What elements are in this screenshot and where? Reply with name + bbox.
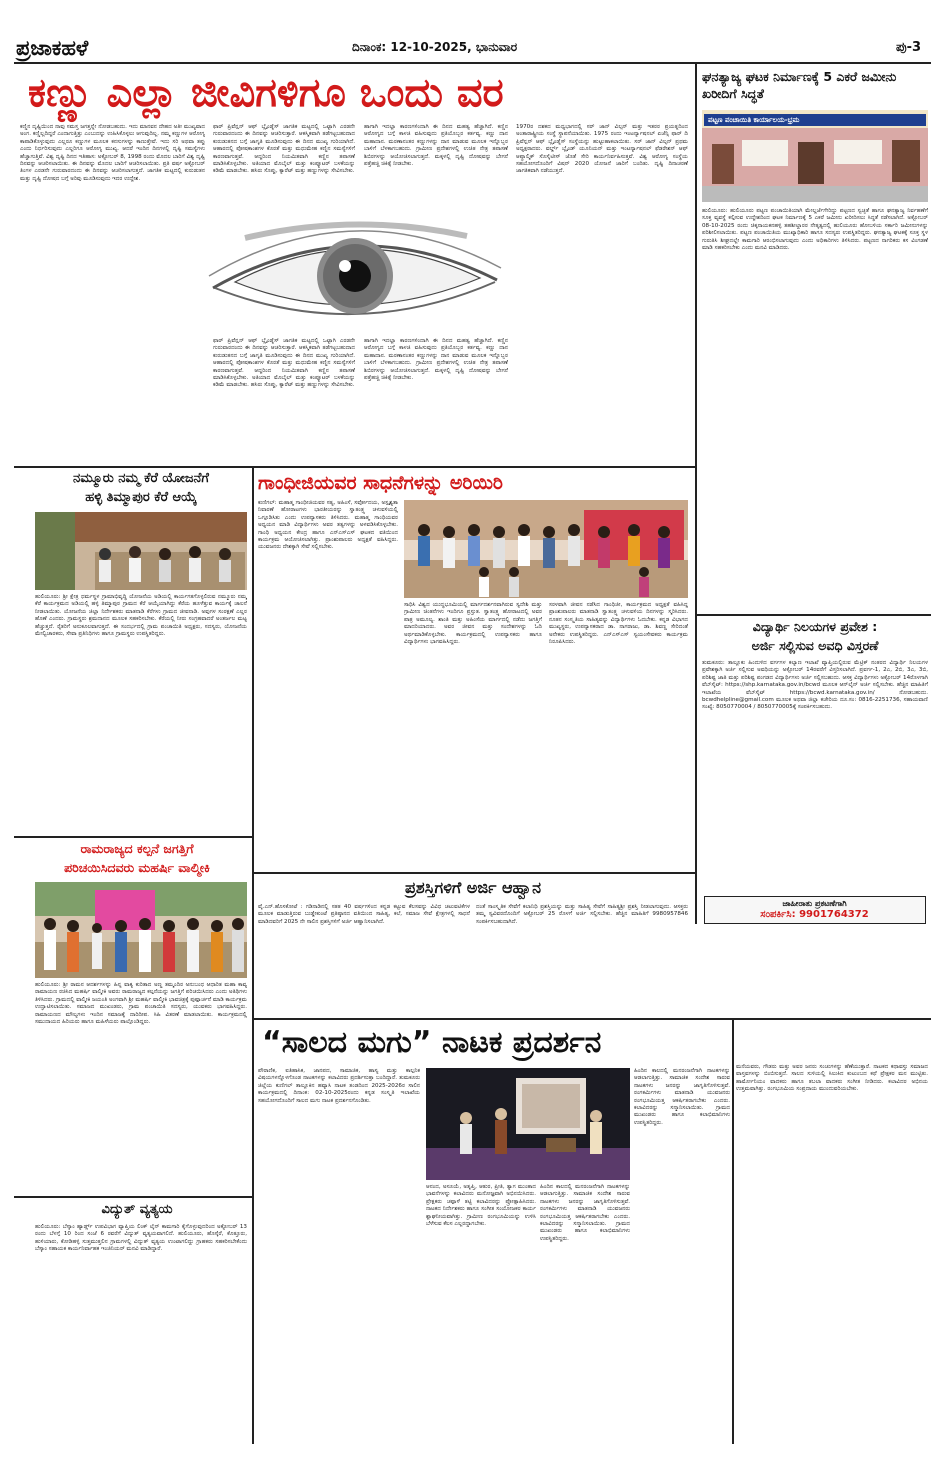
kere-event-photo [35, 512, 247, 590]
award-headline: ಪ್ರಶಸ್ತಿಗಳಿಗೆ ಅರ್ಜಿ ಆಹ್ವಾನ [404, 878, 542, 897]
lead-bottom-rule [14, 466, 695, 468]
drama-top-rule [252, 1018, 931, 1020]
drama-stage-photo [426, 1068, 630, 1180]
kere-body: ಹುಲಿಯೂರು: ಶ್ರೀ ಕ್ಷೇತ್ರ ಧರ್ಮಸ್ಥಳ ಗ್ರಾಮಾಭಿವೃದ್ಧಿ ಯೋಜನೆಯ ಅಡಿಯಲ್ಲಿ ಕಾರ್ಯಗತಗೊಳ್ಳಲಿರುವ ನಮ್ಮೂರು ನಮ್ಮ ಕೆರೆ ಕಾರ್ಯಕ್ರಮದ ಅಡಿಯಲ್ಲಿ ಹಳ್ಳಿ ತಿಮ್ಮಾಪುರ ಗ್ರಾಮದ ಕೆರೆ ಆಯ್ಕೆಯಾಗಿದ್ದು ಕೆರೆಯ ಹೂಳೆತ್ತುವ ಕಾರ್ಯಕ್ಕೆ ಚಾಲನೆ ನೀಡಲಾಯಿತು. ಯೋಜನೆಯ ಜಿಲ್ಲಾ ನಿರ್ದೇಶಕರು ಮಾತನಾಡಿ ಕೆರೆಗಳು ಗ್ರಾಮದ ಜೀವನಾಡಿ. ಅವುಗಳ ಸಂರಕ್ಷಣೆ ಎಲ್ಲರ ಹೊಣೆ ಎಂದರು. ಗ್ರಾಮಸ್ಥರು ಶ್ರಮದಾನದ ಮೂಲಕ ಸಹಕರಿಸಬೇಕು. ಕೆರೆಯಲ್ಲಿ ನೀರು ಸಂಗ್ರಹವಾದರೆ ಅಂತರ್ಜಲ ಮಟ್ಟ ಹೆಚ್ಚುತ್ತದೆ. ರೈತರಿಗೆ ಅನುಕೂಲವಾಗುತ್ತದೆ. ಈ ಸಂದರ್ಭದಲ್ಲಿ ಗ್ರಾಮ ಪಂಚಾಯಿತಿ ಅಧ್ಯಕ್ಷರು, ಸದಸ್ಯರು, ಯೋಜನೆಯ ಮೇಲ್ವಿಚಾರಕರು, ಸೇವಾ ಪ್ರತಿನಿಧಿಗಳು ಹಾಗೂ ಗ್ರಾಮಸ್ಥರು ಉಪಸ್ಥಿತರಿದ್ದರು. [35, 594, 247, 638]
side-top-bottom-rule [695, 614, 931, 616]
drama-column-3: ಹಿಂದಿನ ಕಾಲದಲ್ಲಿ ಮನರಂಜನೆಗಾಗಿ ನಾಟಕಗಳನ್ನು ಆಡಲಾಗುತ್ತಿತ್ತು. ಸಾಮಾಜಿಕ ಸಂದೇಶ ಸಾರುವ ನಾಟಕಗಳು ಜನರನ್ನು ಜಾಗೃತಿಗೊಳಿಸುತ್ತವೆ. ರಂಗಕರ್ಮಿಗಳು ಮಾತನಾಡಿ ಯುವಜನರು ರಂಗಭೂಮಿಯತ್ತ ಆಕರ್ಷಿತರಾಗಬೇಕು ಎಂದರು. ಕಲಾವಿದರನ್ನು ಸನ್ಮಾನಿಸಲಾಯಿತು. ಗ್ರಾಮದ ಮುಖಂಡರು ಹಾಗೂ ಕಲಾಭಿಮಾನಿಗಳು ಉಪಸ್ಥಿತರಿದ್ದರು. [634, 1068, 730, 1126]
kere-headline-1: ನಮ್ಮೂರು ನಮ್ಮ ಕೆರೆ ಯೋಜನೆಗೆ [73, 471, 209, 486]
power-headline: ವಿದ್ಯುತ್ ವ್ಯತ್ಯಯ [101, 1202, 173, 1217]
hostel-divider [695, 614, 697, 924]
masthead-rule [14, 62, 931, 64]
side-top-body: ಹುಲಿಯೂರು: ಹುಲಿಯೂರು ಪಟ್ಟಣ ಪಂಚಾಯಿತಿಯಾಗಿ ಮೇಲ್ದರ್ಜೆಗೇರಿದ್ದು ಪಟ್ಟಣದ ಸ್ವಚ್ಛತೆ ಹಾಗೂ ಘನತ್ಯಾಜ್ಯ ನಿರ್ವಹಣೆಗೆ ಸೂಕ್ತ ವ್ಯವಸ್ಥೆ ಕಲ್ಪಿಸುವ ಉದ್ದೇಶದಿಂದ ಘಟಕ ನಿರ್ಮಾಣಕ್ಕೆ 5 ಎಕರೆ ಜಮೀನು ಖರೀದಿಸಲು ಸಿದ್ಧತೆ ನಡೆಸಲಾಗಿದೆ. ಅಕ್ಟೋಬರ್ 08-10-2025 ರಂದು ಚಿಕ್ಕನಾಯಕನಹಳ್ಳಿ ತಹಶೀಲ್ದಾರರ ನೇತೃತ್ವದಲ್ಲಿ ಹುಲಿಯೂರು ಹೋಬಳಿಯ ಸರ್ಕಾರಿ ಜಮೀನುಗಳನ್ನು ಪರಿಶೀಲಿಸಲಾಯಿತು. ಪಟ್ಟಣ ಪಂಚಾಯಿತಿಯ ಮುಖ್ಯಾಧಿಕಾರಿ ಹಾಗೂ ಸದಸ್ಯರು ಉಪಸ್ಥಿತರಿದ್ದರು. ಘನತ್ಯಾಜ್ಯ ಘಟಕಕ್ಕೆ ಸೂಕ್ತ ಸ್ಥಳ ಗುರುತಿಸಿ ಶೀಘ್ರದಲ್ಲೇ ಕಾಮಗಾರಿ ಆರಂಭಿಸಲಾಗುವುದು ಎಂದು ಅಧಿಕಾರಿಗಳು ತಿಳಿಸಿದರು. ಪಟ್ಟಣದ ನಾಗರಿಕರು ಕಸ ವಿಂಗಡಣೆ ಮಾಡಿ ಸಹಕರಿಸಬೇಕು ಎಂದು ಮನವಿ ಮಾಡಿದರು. [702, 208, 928, 252]
gandhi-column-3: ಸರಳವಾಗಿ ಜೀವನ ನಡೆಸಿದ ಗಾಂಧಿಜೀ, ಕಾರ್ಯಕ್ರಮದ ಅಧ್ಯಕ್ಷತೆ ವಹಿಸಿದ್ದ ಪ್ರಾಂಶುಪಾಲರು ಮಾತನಾಡಿ ಸ್ವಾತಂತ್ರ್ಯ ಚಳುವಳಿಯ ದಿನಗಳನ್ನು ಸ್ಮರಿಸಿದರು. ನೂತನ ಸಂಸ್ಕೃತಿಯ ಸಾಹಿತ್ಯವನ್ನು ವಿದ್ಯಾರ್ಥಿಗಳು ಓದಬೇಕು. ಕನ್ನಡ ವಿಭಾಗದ ಮುಖ್ಯಸ್ಥರು, ಉಪನ್ಯಾಸಕರಾದ ಡಾ. ನಾಗರಾಜು, ಡಾ. ಶಿವಣ್ಣ ಸೇರಿದಂತೆ ಅನೇಕರು ಉಪಸ್ಥಿತರಿದ್ದರು. ಎನ್ಎಸ್ಎಸ್ ಸ್ವಯಂಸೇವಕರು ಕಾರ್ಯಕ್ರಮ ನಿರೂಪಿಸಿದರು. [549, 602, 688, 646]
page-number: ಪು-3 [896, 40, 922, 55]
masthead-date: ದಿನಾಂಕ: 12-10-2025, ಭಾನುವಾರ [352, 40, 518, 54]
drama-divider [732, 1020, 734, 1444]
panchayat-office-photo [702, 110, 928, 202]
ramarajya-headline-2: ಪರಿಚಯಿಸಿದವರು ಮಹರ್ಷಿ ವಾಲ್ಮೀಕಿ [64, 860, 210, 875]
hostel-headline-2: ಅರ್ಜಿ ಸಲ್ಲಿಸುವ ಅವಧಿ ವಿಸ್ತರಣೆ [751, 638, 879, 653]
drama-column-2: ಆನಂದ, ಅಸೂಯೆ, ಅತೃಪ್ತಿ, ಆತುರ, ಪ್ರೀತಿ, ತ್ಯಾಗ ಮುಂತಾದ ಭಾವನೆಗಳನ್ನು ಕಲಾವಿದರು ಮನೋಜ್ಞವಾಗಿ ಅಭಿನಯಿಸಿದರು. ಪ್ರೇಕ್ಷಕರು ಚಪ್ಪಾಳೆ ತಟ್ಟಿ ಕಲಾವಿದರನ್ನು ಪ್ರೋತ್ಸಾಹಿಸಿದರು. ನಾಟಕದ ನಿರ್ದೇಶಕರು ಹಾಗೂ ಸಂಗೀತ ಸಂಯೋಜಕರ ಕಾರ್ಯ ಶ್ಲಾಘನೀಯವಾಗಿತ್ತು. ಗ್ರಾಮೀಣ ರಂಗಭೂಮಿಯನ್ನು ಉಳಿಸಿ ಬೆಳೆಸುವ ಕೆಲಸ ಎಲ್ಲರದ್ದಾಗಬೇಕು. [426, 1184, 536, 1228]
lead-column-3: ಹಾಗಾಗಿ ಇದಲ್ಲಾ ಕಾರಣಗಳಿಂದಾಗಿ ಈ ದಿನದ ಮಹತ್ವ ಹೆಚ್ಚಾಗಿದೆ. ಕಣ್ಣಿನ ಆರೋಗ್ಯದ ಬಗ್ಗೆ ಕಾಳಜಿ ವಹಿಸುವುದು ಪ್ರತಿಯೊಬ್ಬರ ಕರ್ತವ್ಯ. ಕಣ್ಣು ದಾನ ಮಹಾದಾನ. ಮರಣಾನಂತರ ಕಣ್ಣುಗಳನ್ನು ದಾನ ಮಾಡುವ ಮೂಲಕ ಇನ್ನೊಬ್ಬರ ಬಾಳಿಗೆ ಬೆಳಕಾಗಬಹುದು. ಗ್ರಾಮೀಣ ಪ್ರದೇಶಗಳಲ್ಲಿ ಉಚಿತ ನೇತ್ರ ತಪಾಸಣೆ ಶಿಬಿರಗಳನ್ನು ಆಯೋಜಿಸಲಾಗುತ್ತದೆ. ಮಕ್ಕಳಲ್ಲಿ ದೃಷ್ಟಿ ದೋಷವನ್ನು ಬೇಗನೆ ಪತ್ತೆಹಚ್ಚಿ ಚಿಕಿತ್ಸೆ ನೀಡಬೇಕು. [364, 124, 508, 168]
ramarajya-event-photo [35, 882, 247, 978]
lead-column-4: 1970ರ ದಶಕದ ಮಧ್ಯಭಾಗದಲ್ಲಿ ಸರ್ ಜಾನ್ ವಿಲ್ಸನ್ ಮತ್ತು ಇತರರ ಪ್ರಯತ್ನದಿಂದ ಅಂತಾರಾಷ್ಟ್ರೀಯ ಸಂಸ್ಥೆ ಸ್ಥಾಪನೆಯಾಯಿತು. 1975 ರಂದು ಇಂಟರ್ನ್ಯಾಷನಲ್ ಏಜೆನ್ಸಿ ಫಾರ್ ದಿ ಪ್ರಿವೆನ್ಷನ್ ಆಫ್ ಬ್ಲೈಂಡ್ನೆಸ್ ಸಂಸ್ಥೆಯನ್ನು ಹುಟ್ಟುಹಾಕಲಾಯಿತು. ಸರ್ ಜಾನ್ ವಿಲ್ಸನ್ ಪ್ರಥಮ ಅಧ್ಯಕ್ಷರಾದರು. ವರ್ಲ್ಡ್ ಬ್ಲೈಂಡ್ ಯೂನಿಯನ್ ಮತ್ತು ಇಂಟರ್ನ್ಯಾಷನಲ್ ಫೆಡರೇಶನ್ ಆಫ್ ಆಪ್ಥಾಲ್ಮಿಕ್ ಸೊಸೈಟೀಸ್ ಜೊತೆ ಸೇರಿ ಕಾರ್ಯನಿರ್ವಹಿಸುತ್ತವೆ. ವಿಶ್ವ ಆರೋಗ್ಯ ಸಂಸ್ಥೆಯ ಸಹಯೋಗದೊಂದಿಗೆ ವಿಷನ್ 2020 ಯೋಜನೆ ಜಾರಿಗೆ ಬಂದಿತು. ದೃಷ್ಟಿ ದಿನಾಚರಣೆ ಜಾಗತಿಕವಾಗಿ ನಡೆಯುತ್ತದೆ. [516, 124, 688, 175]
gandhi-headline: ಗಾಂಧೀಜಿಯವರ ಸಾಧನೆಗಳನ್ನು ಅರಿಯಿರಿ [258, 472, 503, 494]
drama-column-3b: ಹಿಂದಿನ ಕಾಲದಲ್ಲಿ ಮನರಂಜನೆಗಾಗಿ ನಾಟಕಗಳನ್ನು ಆಡಲಾಗುತ್ತಿತ್ತು. ಸಾಮಾಜಿಕ ಸಂದೇಶ ಸಾರುವ ನಾಟಕಗಳು ಜನರನ್ನು ಜಾಗೃತಿಗೊಳಿಸುತ್ತವೆ. ರಂಗಕರ್ಮಿಗಳು ಮಾತನಾಡಿ ಯುವಜನರು ರಂಗಭೂಮಿಯತ್ತ ಆಕರ್ಷಿತರಾಗಬೇಕು ಎಂದರು. ಕಲಾವಿದರನ್ನು ಸನ್ಮಾನಿಸಲಾಯಿತು. ಗ್ರಾಮದ ಮುಖಂಡರು ಹಾಗೂ ಕಲಾಭಿಮಾನಿಗಳು ಉಪಸ್ಥಿತರಿದ್ದರು. [540, 1184, 630, 1242]
power-body: ಹುಲಿಯೂರು: ಬೆಸ್ಕಾಂ ಹ್ಯಾರ್ಡ್ಲ್ ಉಪವಿಭಾಗ ವ್ಯಾಪ್ತಿಯ ಲಿಂಕ್ ಲೈನ್ ಕಾಮಗಾರಿ ಕೈಗೊಳ್ಳುವುದರಿಂದ ಅಕ್ಟೋಬರ್ 13 ರಂದು ಬೆಳಗ್ಗೆ 10 ರಿಂದ ಸಂಜೆ 6 ರವರೆಗೆ ವಿದ್ಯುತ್ ವ್ಯತ್ಯಯವಾಗಲಿದೆ. ಹುಲಿಯೂರು, ಹೊಸ್ಕೆರೆ, ಕೊತ್ತೂರು, ಹುಳಿಯಾರು, ಕೋಡಿಹಳ್ಳಿ ಸುತ್ತಮುತ್ತಲಿನ ಗ್ರಾಮಗಳಲ್ಲಿ ವಿದ್ಯುತ್ ವ್ಯತ್ಯಯ ಉಂಟಾಗಲಿದ್ದು ಗ್ರಾಹಕರು ಸಹಕರಿಸಬೇಕೆಂದು ಬೆಸ್ಕಾಂ ಸಹಾಯಕ ಕಾರ್ಯನಿರ್ವಾಹಕ ಇಂಜಿನಿಯರ್ ಮನವಿ ಮಾಡಿದ್ದಾರೆ. [35, 1224, 247, 1253]
side-top-headline: ಘನತ್ಯಾಜ್ಯ ಘಟಕ ನಿರ್ಮಾಣಕ್ಕೆ 5 ಎಕರೆ ಜಮೀನು ಖರೀದಿಗೆ ಸಿದ್ಧತೆ [702, 69, 897, 101]
eye-illustration [205, 218, 505, 333]
award-column-1: ವೈ.ಎನ್.ಹೊಸಕೋಟೆ : ಗಡಿನಾಡಿನಲ್ಲಿ ಸತತ 40 ವರ್ಷಗಳಿಂದ ಕನ್ನಡ ಕಟ್ಟುವ ಕೆಲಸವನ್ನು ವಿವಿಧ ಚಟುವಟಿಕೆಗಳ ಮೂಲಕ ಮಾಡುತ್ತಿರುವ ಬುಡ್ಡೇಕುಂಟೆ ಪ್ರತಿಷ್ಠಾನದ ವತಿಯಿಂದ ಸಾಹಿತ್ಯ, ಕಲೆ, ಸಮಾಜ ಸೇವೆ ಕ್ಷೇತ್ರಗಳಲ್ಲಿ ಸಾಧನೆ ಮಾಡಿದವರಿಗೆ 2025 ನೇ ಸಾಲಿನ ಪ್ರಶಸ್ತಿಗಳಿಗೆ ಅರ್ಜಿ ಆಹ್ವಾನಿಸಲಾಗಿದೆ. [258, 904, 470, 925]
drama-headline: “ಸಾಲದ ಮಗು” ನಾಟಕ ಪ್ರದರ್ಶನ [262, 1025, 602, 1060]
kere-headline-2: ಹಳ್ಳಿ ತಿಮ್ಮಾಪುರ ಕೆರೆ ಆಯ್ಕೆ [85, 490, 197, 505]
lead-column-1: ಕಣ್ಣಿನ ದೃಷ್ಟಿಯಿಂದ ನಾವು ಸಮಸ್ತ ಜಗತ್ತನ್ನೇ ನೋಡಬಹುದು. ಇದು ಮಾನವನ ದೇಹದ ಅತೀ ಮುಖ್ಯವಾದ ಅಂಗ. ಕಣ್ಣಿಲ್ಲದಿದ್ದರೆ ಎಂದಾಗುತ್ತಿತ್ತು ಎಂಬುದನ್ನು ಉಹಿಸಿಕೊಳ್ಳಲು ಆಗುವುದಿಲ್ಲ. ನಮ್ಮ ಕಣ್ಣುಗಳ ಆರೋಗ್ಯ ಕಾಪಾಡಿಕೊಳ್ಳುವುದು ಎಲ್ಲರೂ ಕಣ್ಣುಗಳ ಮೂಲಕ ಕನಸುಗಳನ್ನು ಕಾಣುತ್ತೇವೆ. ಇದು ಸರಿ ಅಥವಾ ತಪ್ಪು ಎಂದು ನಿರ್ಧರಿಸುವುದು ಎಲ್ಲರಿಗೂ ಆರೋಗ್ಯ ಮುಖ್ಯ. ಆದರೆ ಇಂದಿನ ದಿನಗಳಲ್ಲಿ ದೃಷ್ಟಿ ಸಮಸ್ಯೆಗಳು ಹೆಚ್ಚಾಗುತ್ತಿವೆ. ವಿಶ್ವ ದೃಷ್ಟಿ ದಿನದ ಇತಿಹಾಸ: ಅಕ್ಟೋಬರ್ 8, 1998 ರಂದು ಮೊದಲ ಬಾರಿಗೆ ವಿಶ್ವ ದೃಷ್ಟಿ ದಿನವನ್ನು ಆಚರಿಸಲಾಯಿತು. ಈ ದಿನವನ್ನು ಮೊದಲ ಬಾರಿಗೆ ಆಚರಿಸಲಾಯಿತು. ಪ್ರತಿ ವರ್ಷ ಅಕ್ಟೋಬರ್ ತಿಂಗಳ ಎರಡನೇ ಗುರುವಾರದಂದು ಈ ದಿನವನ್ನು ಆಚರಿಸಲಾಗುತ್ತದೆ. ಜಾಗತಿಕ ಮಟ್ಟದಲ್ಲಿ ಕುರುಡುತನ ಮತ್ತು ದೃಷ್ಟಿ ದೋಷದ ಬಗ್ಗೆ ಅರಿವು ಮೂಡಿಸುವುದು ಇದರ ಉದ್ದೇಶ. [20, 124, 205, 182]
lead-column-2: ಫಾರ್ ಪ್ರಿವೆನ್ಷನ್ ಆಫ್ ಬ್ಲೈಂಡ್ನೆಸ್ ಜಾಗತಿಕ ಮಟ್ಟದಲ್ಲಿ ಒಟ್ಟಾಗಿ ಎರಡನೇ ಗುರುವಾರದಂದು ಈ ದಿನವನ್ನು ಆಚರಿಸುತ್ತಾರೆ. ಆಕಸ್ಮಿಕವಾಗಿ ತಡೆಗಟ್ಟಬಹುದಾದ ಕುರುಡುತನದ ಬಗ್ಗೆ ಜಾಗೃತಿ ಮೂಡಿಸುವುದು ಈ ದಿನದ ಮುಖ್ಯ ಗುರಿಯಾಗಿದೆ. ಆಹಾರದಲ್ಲಿ ಪೋಷಕಾಂಶಗಳ ಕೊರತೆ ಮತ್ತು ಮಧುಮೇಹ ಕಣ್ಣಿನ ಸಮಸ್ಯೆಗಳಿಗೆ ಕಾರಣವಾಗುತ್ತವೆ. ಆದ್ದರಿಂದ ನಿಯಮಿತವಾಗಿ ಕಣ್ಣಿನ ತಪಾಸಣೆ ಮಾಡಿಸಿಕೊಳ್ಳಬೇಕು. ಅತಿಯಾದ ಮೊಬೈಲ್ ಮತ್ತು ಕಂಪ್ಯೂಟರ್ ಬಳಕೆಯನ್ನು ಕಡಿಮೆ ಮಾಡಬೇಕು. ಹಸಿರು ಸೊಪ್ಪು, ಕ್ಯಾರೆಟ್ ಮತ್ತು ಹಣ್ಣುಗಳನ್ನು ಸೇವಿಸಬೇಕು. [213, 124, 355, 175]
ramarajya-headline-1: ರಾಮರಾಜ್ಯದ ಕಲ್ಪನೆ ಜಗತ್ತಿಗೆ [80, 841, 194, 856]
hostel-body: ತುಮಕೂರು: ತಾಲ್ಲೂಕು ಹಿಂದುಳಿದ ವರ್ಗಗಳ ಕಲ್ಯಾಣ ಇಲಾಖೆ ವ್ಯಾಪ್ತಿಯಲ್ಲಿರುವ ಮೆಟ್ರಿಕ್ ನಂತರದ ವಿದ್ಯಾರ್ಥಿ ನಿಲಯಗಳ ಪ್ರವೇಶಕ್ಕಾಗಿ ಅರ್ಜಿ ಸಲ್ಲಿಸುವ ಅವಧಿಯನ್ನು ಅಕ್ಟೋಬರ್ 14ರವರೆಗೆ ವಿಸ್ತರಿಸಲಾಗಿದೆ. ಪ್ರವರ್ಗ-1, 2ಎ, 2ಬಿ, 3ಎ, 3ಬಿ, ಪರಿಶಿಷ್ಟ ಜಾತಿ ಮತ್ತು ಪರಿಶಿಷ್ಟ ಪಂಗಡದ ವಿದ್ಯಾರ್ಥಿಗಳು ಅರ್ಜಿ ಸಲ್ಲಿಸಬಹುದು. ಆಸಕ್ತ ವಿದ್ಯಾರ್ಥಿಗಳು ಅಕ್ಟೋಬರ್ 14ರೊಳಗಾಗಿ ವೆಬ್‌ಸೈಟ್: https://shp.karnataka.gov.in/bcwd ಮೂಲಕ ಆನ್‌ಲೈನ್ ಅರ್ಜಿ ಸಲ್ಲಿಸಬೇಕು. ಹೆಚ್ಚಿನ ಮಾಹಿತಿಗೆ ಇಲಾಖೆಯ ವೆಬ್‌ಸೈಟ್ https://bcwd.karnataka.gov.in/ ನೋಡಬಹುದು. bcwdhelpline@gmail.com ಮೂಲಕ ಅಥವಾ ಜಿಲ್ಲಾ ಕಚೇರಿಯ ದೂ.ಸಂ: 0816-2251736, ಸಹಾಯವಾಣಿ ಸಂಖ್ಯೆ: 8050770004 / 8050770005ಕ್ಕೆ ಸಂಪರ್ಕಿಸಬಹುದು. [702, 660, 928, 711]
gandhi-event-photo [404, 500, 688, 598]
award-column-2: ದಂತೆ ಸಾಂಸ್ಕೃತಿಕ ಸೇವೆಗೆ ಕಲಾನಿಧಿ ಪ್ರಶಸ್ತಿಯನ್ನು ಮತ್ತು ಸಾಹಿತ್ಯ ಸೇವೆಗೆ ಸಾಹಿತ್ಯಶ್ರೀ ಪ್ರಶಸ್ತಿ ನೀಡಲಾಗುವುದು. ಆಸಕ್ತರು ತಮ್ಮ ಸ್ವವಿವರದೊಂದಿಗೆ ಅಕ್ಟೋಬರ್ 25 ರೊಳಗೆ ಅರ್ಜಿ ಸಲ್ಲಿಸಬೇಕು. ಹೆಚ್ಚಿನ ಮಾಹಿತಿಗೆ 9980957846 ಸಂಪರ್ಕಿಸಬಹುದಾಗಿದೆ. [476, 904, 688, 925]
ramarajya-top-rule [14, 836, 252, 838]
hostel-headline-1: ವಿದ್ಯಾರ್ಥಿ ನಿಲಯಗಳ ಪ್ರವೇಶ : [752, 619, 878, 634]
award-top-rule [252, 872, 695, 874]
ad-box [704, 896, 926, 924]
power-top-rule [14, 1196, 252, 1198]
left-column-divider [252, 466, 254, 1444]
office-sign-text: ಪಟ್ಟಣ ಪಂಚಾಯಿತಿ ಕಾರ್ಯಾಲಯ-ಭ್ರಮ [708, 116, 800, 124]
gandhi-column-1: ಕುಣಿಗಲ್: ಮಹಾತ್ಮ ಗಾಂಧೀಜಿಯವರ ಸತ್ಯ, ಅಹಿಂಸೆ, ಸರ್ವೋದಯ, ಅಸ್ಪೃಶ್ಯತಾ ನಿವಾರಣೆ ಹೋರಾಟಗಳು ಭಾರತೀಯರನ್ನು ಸ್ವಾತಂತ್ರ್ಯ ಚಳುವಳಿಯಲ್ಲಿ ಒಗ್ಗೂಡಿಸಿತು ಎಂದು ಉಪನ್ಯಾಸಕರು ತಿಳಿಸಿದರು. ಮಹಾತ್ಮ ಗಾಂಧಿಯವರ ಅಧ್ಯಯನ ಮಾಡಿ ವಿದ್ಯಾರ್ಥಿಗಳು ಅವರ ತತ್ವಗಳನ್ನು ಅಳವಡಿಸಿಕೊಳ್ಳಬೇಕು. ಗಾಂಧಿ ಅಧ್ಯಯನ ಕೇಂದ್ರ ಹಾಗೂ ಎನ್ಎಸ್ಎಸ್ ಘಟಕದ ವತಿಯಿಂದ ಕಾರ್ಯಕ್ರಮ ಆಯೋಜಿಸಲಾಗಿತ್ತು. ಪ್ರಾಂಶುಪಾಲರು ಅಧ್ಯಕ್ಷತೆ ವಹಿಸಿದ್ದರು. ಯುವಜನರು ದೇಶಕ್ಕಾಗಿ ಸೇವೆ ಸಲ್ಲಿಸಬೇಕು. [258, 500, 398, 551]
ad-phone: ಸಂಪರ್ಕಿಸಿ: 9901764372 [760, 909, 869, 920]
drama-column-1: ಪೌರಾಣಿಕ, ಐತಿಹಾಸಿಕ, ಜಾನಪದ, ಸಾಮಾಜಿಕ, ಹಾಸ್ಯ ಮತ್ತು ಕಾಲ್ಪನಿಕ ವಿಷಯಗಳನ್ನೊಳಗೊಂಡ ನಾಟಕಗಳನ್ನು ಕಲಾವಿದರು ಪ್ರದರ್ಶಿಸುತ್ತಾ ಬಂದಿದ್ದಾರೆ. ತುಮಕೂರು ಜಿಲ್ಲೆಯ ಕುಣಿಗಲ್ ತಾಲ್ಲೂಕಿನ ಹವ್ಯಾಸಿ ನಾಟಕ ತಂಡದಿಂದ 2025-2026ರ ಸಾಲಿನ ಕಾರ್ಯಕ್ರಮದಲ್ಲಿ ದಿನಾಂಕ: 02-10-2025ರಂದು ಕನ್ನಡ ಸಂಸ್ಕೃತಿ ಇಲಾಖೆಯ ಸಹಯೋಗದೊಂದಿಗೆ ಸಾಲದ ಮಗು ನಾಟಕ ಪ್ರದರ್ಶನಗೊಂಡಿತು. [258, 1068, 420, 1104]
lead-column-3b: ಹಾಗಾಗಿ ಇದಲ್ಲಾ ಕಾರಣಗಳಿಂದಾಗಿ ಈ ದಿನದ ಮಹತ್ವ ಹೆಚ್ಚಾಗಿದೆ. ಕಣ್ಣಿನ ಆರೋಗ್ಯದ ಬಗ್ಗೆ ಕಾಳಜಿ ವಹಿಸುವುದು ಪ್ರತಿಯೊಬ್ಬರ ಕರ್ತವ್ಯ. ಕಣ್ಣು ದಾನ ಮಹಾದಾನ. ಮರಣಾನಂತರ ಕಣ್ಣುಗಳನ್ನು ದಾನ ಮಾಡುವ ಮೂಲಕ ಇನ್ನೊಬ್ಬರ ಬಾಳಿಗೆ ಬೆಳಕಾಗಬಹುದು. ಗ್ರಾಮೀಣ ಪ್ರದೇಶಗಳಲ್ಲಿ ಉಚಿತ ನೇತ್ರ ತಪಾಸಣೆ ಶಿಬಿರಗಳನ್ನು ಆಯೋಜಿಸಲಾಗುತ್ತದೆ. ಮಕ್ಕಳಲ್ಲಿ ದೃಷ್ಟಿ ದೋಷವನ್ನು ಬೇಗನೆ ಪತ್ತೆಹಚ್ಚಿ ಚಿಕಿತ್ಸೆ ನೀಡಬೇಕು. [364, 338, 508, 382]
lead-column-2b: ಫಾರ್ ಪ್ರಿವೆನ್ಷನ್ ಆಫ್ ಬ್ಲೈಂಡ್ನೆಸ್ ಜಾಗತಿಕ ಮಟ್ಟದಲ್ಲಿ ಒಟ್ಟಾಗಿ ಎರಡನೇ ಗುರುವಾರದಂದು ಈ ದಿನವನ್ನು ಆಚರಿಸುತ್ತಾರೆ. ಆಕಸ್ಮಿಕವಾಗಿ ತಡೆಗಟ್ಟಬಹುದಾದ ಕುರುಡುತನದ ಬಗ್ಗೆ ಜಾಗೃತಿ ಮೂಡಿಸುವುದು ಈ ದಿನದ ಮುಖ್ಯ ಗುರಿಯಾಗಿದೆ. ಆಹಾರದಲ್ಲಿ ಪೋಷಕಾಂಶಗಳ ಕೊರತೆ ಮತ್ತು ಮಧುಮೇಹ ಕಣ್ಣಿನ ಸಮಸ್ಯೆಗಳಿಗೆ ಕಾರಣವಾಗುತ್ತವೆ. ಆದ್ದರಿಂದ ನಿಯಮಿತವಾಗಿ ಕಣ್ಣಿನ ತಪಾಸಣೆ ಮಾಡಿಸಿಕೊಳ್ಳಬೇಕು. ಅತಿಯಾದ ಮೊಬೈಲ್ ಮತ್ತು ಕಂಪ್ಯೂಟರ್ ಬಳಕೆಯನ್ನು ಕಡಿಮೆ ಮಾಡಬೇಕು. ಹಸಿರು ಸೊಪ್ಪು, ಕ್ಯಾರೆಟ್ ಮತ್ತು ಹಣ್ಣುಗಳನ್ನು ಸೇವಿಸಬೇಕು. [213, 338, 355, 389]
masthead-title: ಪ್ರಜಾಕಹಳೆ [16, 36, 89, 60]
ad-line-1: ಜಾಹೀರಾತು ಪ್ರಕಟಣೆಗಾಗಿ [782, 899, 847, 908]
right-column-divider [695, 64, 697, 614]
ramarajya-body: ಹುಲಿಯೂರು: ಶ್ರೀ ರಾಮನ ಆದರ್ಶಗಳನ್ನು ಹಿನ್ನ ವಾಕ್ಯ ಕುರಿತಾದ ಅಣ್ಣ ತಮ್ಮಂದಿರ ಅನುಬಂಧ ಆಧಾರಿತ ಮಹಾ ಕಾವ್ಯ ರಾಮಾಯಣ ರಚಿಸಿದ ಮಹರ್ಷಿ ವಾಲ್ಮೀಕಿ ಅವರು ರಾಮರಾಜ್ಯದ ಕಲ್ಪನೆಯನ್ನು ಜಗತ್ತಿಗೆ ಪರಿಚಯಿಸಿದರು ಎಂದು ಅತಿಥಿಗಳು ತಿಳಿಸಿದರು. ಗ್ರಾಮದಲ್ಲಿ ವಾಲ್ಮೀಕಿ ಜಯಂತಿ ಅಂಗವಾಗಿ ಶ್ರೀ ಮಹರ್ಷಿ ವಾಲ್ಮೀಕಿ ಭಾವಚಿತ್ರಕ್ಕೆ ಪುಷ್ಪಾರ್ಚನೆ ಮಾಡಿ ಕಾರ್ಯಕ್ರಮ ಉದ್ಘಾಟಿಸಲಾಯಿತು. ಸಮಾಜದ ಮುಖಂಡರು, ಗ್ರಾಮ ಪಂಚಾಯಿತಿ ಸದಸ್ಯರು, ಯುವಕರು ಭಾಗವಹಿಸಿದ್ದರು. ರಾಮಾಯಣದ ಮೌಲ್ಯಗಳು ಇಂದಿನ ಸಮಾಜಕ್ಕೆ ದಾರಿದೀಪ. ಸಿಹಿ ವಿತರಣೆ ಮಾಡಲಾಯಿತು. ಕಾರ್ಯಕ್ರಮದಲ್ಲಿ ಸಮುದಾಯದ ಹಿರಿಯರು ಹಾಗೂ ಮಹಿಳೆಯರು ಪಾಲ್ಗೊಂಡಿದ್ದರು. [35, 982, 247, 1026]
lead-headline: ಕಣ್ಣು ಎಲ್ಲಾ ಜೀವಿಗಳಿಗೂ ಒಂದು ವರ [28, 70, 504, 116]
drama-column-4: ಮನೆಯವರು, ಗೌಡರು ಮತ್ತು ಅವರ ಜನರು ಸಂಚುಗಳನ್ನು ಹೆಣೆಯುತ್ತಾರೆ. ನಾಟಕದ ಕಥಾವಸ್ತು ಸಮಾಜದ ವಾಸ್ತವಗಳನ್ನು ಬಿಂಬಿಸುತ್ತದೆ. ಸಾಲದ ಸುಳಿಯಲ್ಲಿ ಸಿಲುಕಿದ ಕುಟುಂಬದ ಕಥೆ ಪ್ರೇಕ್ಷಕರ ಮನ ಮುಟ್ಟಿತು. ಹಾರ್ಮೋನಿಯಂ ವಾದಕರು ಹಾಗೂ ತಬಲಾ ವಾದಕರು ಸಂಗೀತ ನೀಡಿದರು. ಕಲಾವಿದರ ಅಭಿನಯ ಉತ್ತಮವಾಗಿತ್ತು. ರಂಗಭೂಮಿಯ ಸಂಪ್ರದಾಯ ಮುಂದುವರಿಯಬೇಕು. [736, 1064, 928, 1093]
gandhi-column-2: ಸಾಧಿಸಿ ವಿಶ್ವದ ಯುದ್ಧಭೂಮಿಯಲ್ಲಿ ಮಾರ್ಗದರ್ಶನವಾಗಿರುವ ಸ್ವದೇಶಿ ಮತ್ತು ಗ್ರಾಮೀಣ ಚಿಂತನೆಗಳು ಇಂದಿಗೂ ಪ್ರಸ್ತುತ. ಸ್ವಾತಂತ್ರ್ಯ ಹೋರಾಟದಲ್ಲಿ ಅವರ ಪಾತ್ರ ಅಮೂಲ್ಯ. ಶಾಂತಿ ಮತ್ತು ಅಹಿಂಸೆಯ ಮಾರ್ಗದಲ್ಲಿ ನಡೆದು ಜಗತ್ತಿಗೆ ಮಾದರಿಯಾದರು. ಅವರ ಜೀವನ ಮತ್ತು ಸಂದೇಶಗಳನ್ನು ಓದಿ ಅರ್ಥಮಾಡಿಕೊಳ್ಳಬೇಕು. ಕಾರ್ಯಕ್ರಮದಲ್ಲಿ ಉಪನ್ಯಾಸಕರು ಹಾಗೂ ವಿದ್ಯಾರ್ಥಿಗಳು ಭಾಗವಹಿಸಿದ್ದರು. [404, 602, 542, 646]
